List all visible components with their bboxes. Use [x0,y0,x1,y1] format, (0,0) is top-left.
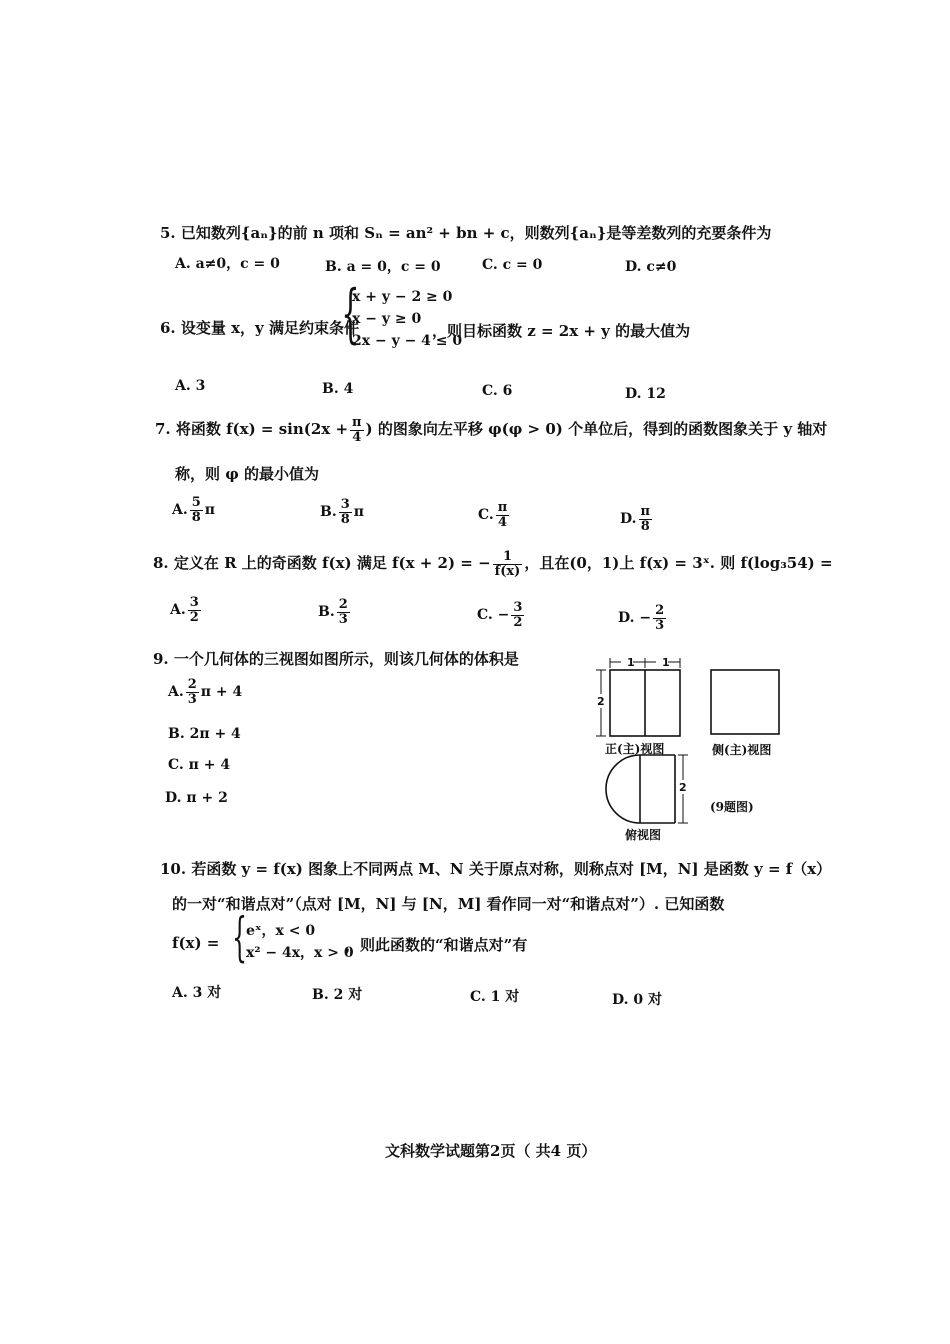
q9-stem: 9. 一个几何体的三视图如图所示，则该几何体的体积是 [153,650,519,668]
q7-frac-den: 4 [352,429,362,445]
q8-text-b: ，且在(0，1)上 f(x) = 3ˣ. 则 f(log₃54) = [524,554,833,573]
case-2: x² − 4x，x > 0 [246,945,354,961]
dim-label-2a: 2 [597,695,605,708]
q7-frac-num: π [352,415,362,430]
frac-num: 2 [338,597,348,612]
q9-option-d: D. π + 2 [165,790,228,806]
q6-option-d: D. 12 [625,386,666,402]
top-view-label: 俯视图 [625,828,662,842]
q8-text-a: 8. 定义在 R 上的奇函数 f(x) 满足 f(x + 2) = − [153,554,491,573]
option-fraction [496,501,510,529]
option-label: C. [478,507,494,524]
front-view [610,670,680,736]
dim-label-1b: 1 [662,656,670,669]
q9-option-c: C. π + 4 [168,757,231,773]
q6-option-c: C. 6 [482,383,513,399]
frac-num: π [640,504,651,519]
q9-option-b: B. 2π + 4 [168,726,241,742]
q7-option-c [478,501,511,529]
q6-option-a: A. 3 [175,378,206,394]
option-label: A. [172,502,188,519]
option-label: B. [318,604,335,621]
top-view-semicircle [606,755,640,823]
frac-num: 3 [340,497,350,512]
frac-den: 3 [187,691,197,707]
option-label: B. [320,504,337,521]
q8-option-a [170,596,203,624]
option-fraction [190,496,203,524]
q10-option-b: B. 2 对 [312,987,363,1003]
q6-option-b: B. 4 [322,381,354,397]
q7-line1 [155,416,827,444]
q7-text-a: 7. 将函数 f(x) = sin(2x + [155,420,349,439]
frac-den: 2 [513,614,523,630]
option-fraction [653,604,666,632]
q5-option-d: D. c≠0 [625,259,677,275]
dim-label-1a: 1 [627,656,635,669]
page-footer: 文科数学试题第2页（ 共4 页） [385,1142,597,1160]
option-tail: π [204,502,216,519]
frac-den: 3 [338,611,348,627]
q6-constraints [352,286,462,352]
frac-den: 2 [189,609,199,625]
dim-label-2b: 2 [679,781,687,794]
constraint-1: x + y − 2 ≥ 0 [352,289,453,305]
option-fraction [186,678,199,706]
option-sign: − [497,607,510,624]
q8-stem [153,550,833,578]
frac-num: 5 [191,495,201,510]
q9-option-a [168,678,242,706]
frac-den: 4 [498,514,508,530]
constraint-3: 2x − y − 4 ≤ 0 [352,333,463,349]
q6-prefix: 6. 设变量 x，y 满足约束条件 [160,319,359,337]
case-1: eˣ，x < 0 [246,923,316,939]
q7-line2: 称，则 φ 的最小值为 [175,465,320,483]
option-sign: − [639,610,652,627]
option-label: D. [618,610,635,627]
option-fraction [339,498,352,526]
frac-den: 8 [640,518,650,534]
q10-line2: 的一对“和谐点对”（点对 [M，N] 与 [N，M] 看作同一对“和谐点对”）. 已知函数 [172,895,725,913]
option-fraction [639,505,653,533]
q5-option-a: A. a≠0，c = 0 [175,256,280,272]
frac-num: 3 [513,600,523,615]
left-brace: { [341,277,360,351]
q8-frac-num: 1 [493,550,523,565]
option-label: A. [170,602,186,619]
option-tail: π [353,504,365,521]
q8-frac-den: f(x) [494,563,521,579]
side-view-rect [711,670,779,734]
option-fraction [188,596,201,624]
constraint-2: x − y ≥ 0 [352,311,422,327]
option-label: C. [477,607,493,624]
q7-option-b [320,498,364,526]
left-brace: { [232,908,247,968]
front-view-label: 正(主)视图 [605,742,665,756]
side-view-label: 侧(主)视图 [712,743,772,757]
frac-den: 8 [191,509,201,525]
q6-suffix: ，则目标函数 z = 2x + y 的最大值为 [432,322,691,340]
frac-num: π [497,500,508,515]
q10-suffix: ，则此函数的“和谐点对”有 [345,936,528,954]
option-label: A. [168,684,184,701]
q10-line1: 10. 若函数 y = f(x) 图象上不同两点 M、N 关于原点对称，则称点对 [M，N] 是函数 y = f（x） [160,860,832,878]
option-label: D. [620,511,637,528]
q5-stem: 5. 已知数列{aₙ}的前 n 项和 Sₙ = an² + bn + c，则数列{aₙ}是等差数列的充要条件为 [160,224,772,242]
q8-option-c [477,601,526,629]
q10-fx: f(x) = [172,934,220,952]
q7-text-b: ) 的图象向左平移 φ(φ > 0) 个单位后，得到的函数图象关于 y 轴对 [365,420,828,439]
q8-fraction [493,550,523,578]
q5-option-c: C. c = 0 [482,257,543,273]
frac-den: 8 [340,511,350,527]
option-tail: π + 4 [200,684,243,701]
q7-fraction [350,416,364,444]
q10-cases [246,920,354,964]
q8-option-b [318,598,352,626]
figure-caption: (9题图) [710,800,754,814]
frac-num: 2 [655,603,665,618]
q7-option-d [620,505,654,533]
top-view [606,755,675,823]
option-fraction [511,601,524,629]
q8-option-d [618,604,668,632]
option-fraction [337,598,350,626]
q10-option-a: A. 3 对 [172,985,222,1001]
q10-option-c: C. 1 对 [470,989,520,1005]
q5-option-b: B. a = 0，c = 0 [325,259,441,275]
frac-den: 3 [655,617,665,633]
q7-option-a [172,496,215,524]
frac-num: 2 [187,677,197,692]
frac-num: 3 [189,595,199,610]
q10-option-d: D. 0 对 [612,992,663,1008]
